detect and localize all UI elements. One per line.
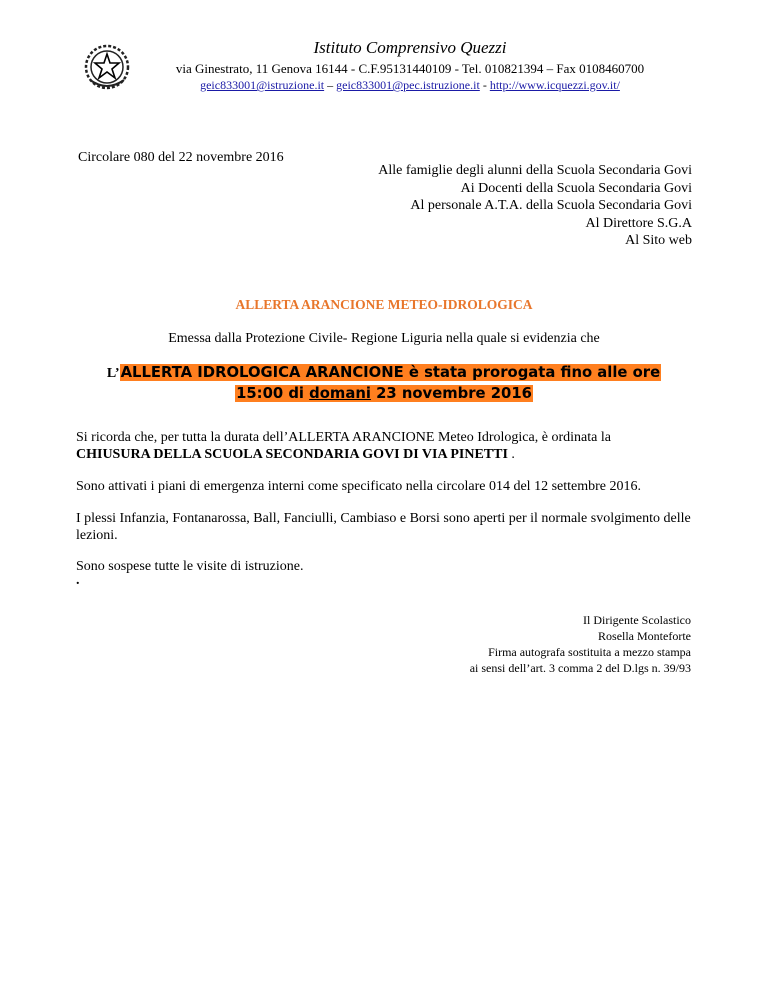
alert-highlight-line2 [235,385,533,402]
alert-title: ALLERTA ARANCIONE METEO-IDROLOGICA [235,297,533,312]
issued-by-line: Emessa dalla Protezione Civile- Regione Liguria nella quale si evidenzia che [168,331,600,346]
recipient-line: Ai Docenti della Scuola Secondaria Govi [460,180,692,196]
alert-highlight-line1: ALLERTA IDROLOGICA ARANCIONE è stata prorogata fino alle ore [120,364,661,381]
italian-republic-emblem-icon [82,42,132,92]
trips-suspended-paragraph: Sono sospese tutte le visite di istruzione. [76,559,304,574]
alert-date: 23 novembre 2016 [370,385,532,402]
closure-paragraph [76,429,696,463]
closure-statement: CHIUSURA DELLA SCUOLA SECONDARIA GOVI DI VIA PINETTI [76,447,508,462]
alert-highlight [0,363,768,404]
alert-underlined-word: domani [309,385,371,402]
signer-name: Rosella Monteforte [598,629,691,643]
website-link[interactable]: http://www.icquezzi.gov.it/ [489,78,620,92]
signature-note: Firma autografa sostituita a mezzo stampa [488,645,691,659]
circolare-reference: Circolare 080 del 22 novembre 2016 [78,150,284,165]
pec-email-link[interactable]: geic833001@pec.istruzione.it [336,78,480,92]
link-separator: - [479,78,490,92]
school-name: Istituto Comprensivo Quezzi [313,38,507,57]
signature-block [470,612,691,676]
open-schools-paragraph: I plessi Infanzia, Fontanarossa, Ball, Fanciulli, Cambiaso e Borsi sono aperti per il normale svolgimento delle lezioni. [76,511,691,543]
contact-links [150,78,670,93]
closure-end: . [507,447,515,462]
alert-time: 15:00 di [236,385,310,402]
signer-role: Il Dirigente Scolastico [583,613,691,627]
closure-intro: Si ricorda che, per tutta la durata dell’ALLERTA ARANCIONE Meteo Idrologica, è ordinata la [76,430,611,445]
link-separator: – [324,78,337,92]
recipient-line: Al Sito web [625,233,692,248]
recipient-line: Alle famiglie degli alunni della Scuola Secondaria Govi [378,163,692,178]
stray-dot: . [76,573,80,588]
email-link[interactable]: geic833001@istruzione.it [200,78,325,92]
recipient-line: Al Direttore S.G.A [585,215,692,231]
signature-law-note: ai sensi dell’art. 3 comma 2 del D.lgs n. 39/93 [469,661,691,675]
recipient-line: Al personale A.T.A. della Scuola Secondaria Govi [410,198,692,213]
school-address: via Ginestrato, 11 Genova 16144 - C.F.95131440109 - Tel. 010821394 – Fax 0108460700 [175,61,645,76]
alert-prefix: L’ [106,366,120,381]
recipients-list [378,162,692,250]
emergency-plans-paragraph: Sono attivati i piani di emergenza interni come specificato nella circolare 014 del 12 settembre 2016. [76,479,641,494]
